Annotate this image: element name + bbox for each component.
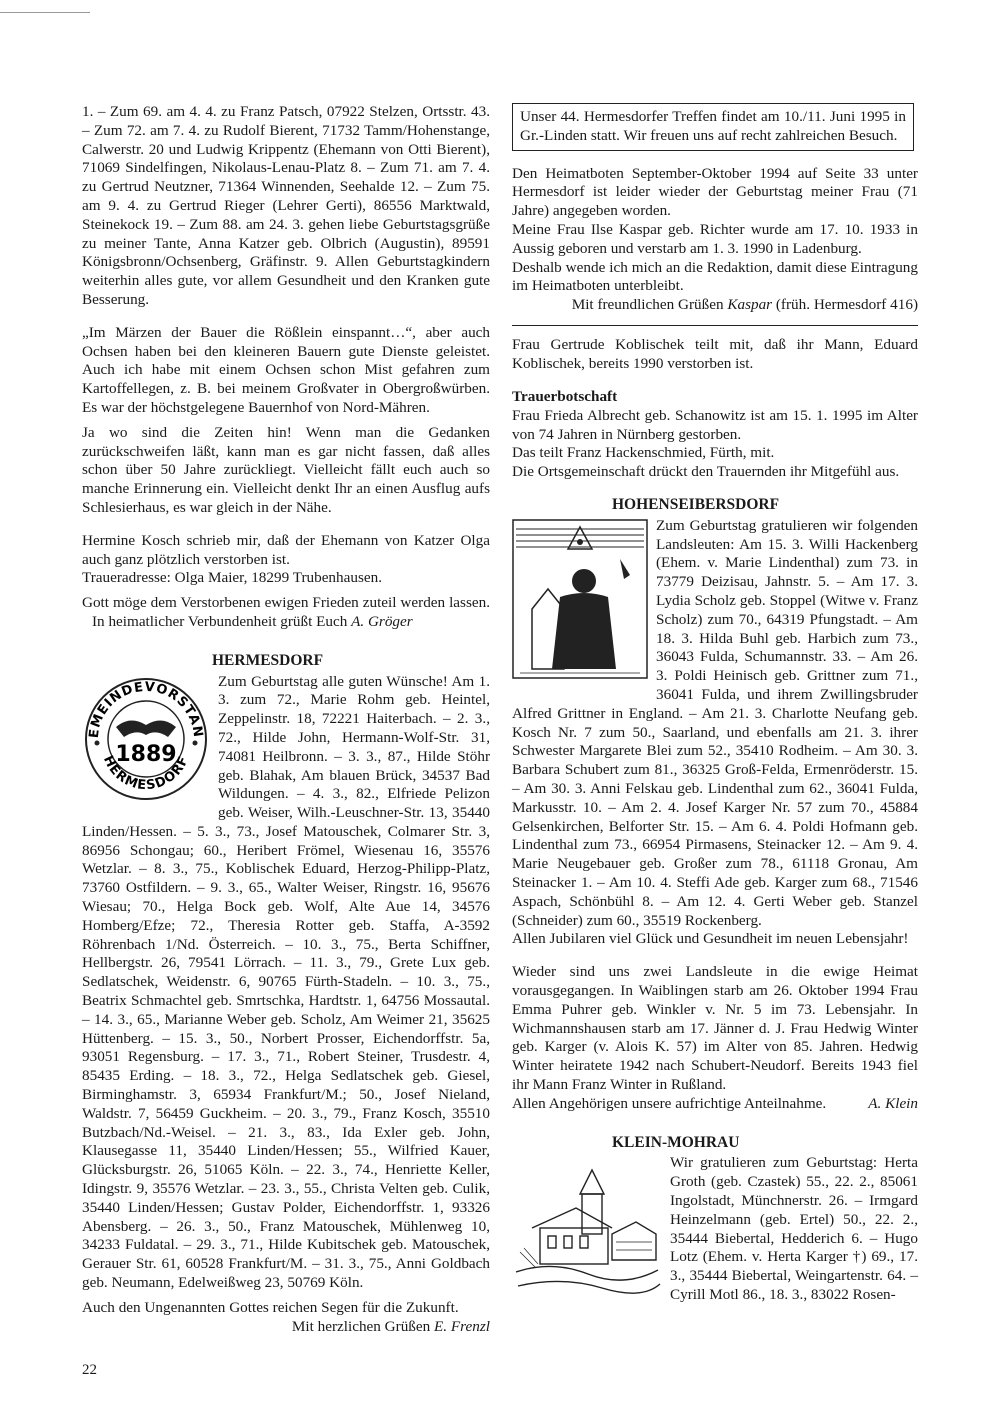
kosch-signoff: In heimatlicher Verbundenheit grüßt Euch [92,612,348,630]
hermesdorf-signature: Mit herzlichen Grüßen E. Frenzl [291,1317,490,1335]
hermesdorf-heading: HERMESDORF [212,651,324,669]
hohenseibersdorf-birthdays: Zum Geburtstag gratulieren wir folgenden Landsleuten: Am 15. 3. Willi Hackenberg (Ehem. v. Marie Lindenthal) zum 73. in 73779 Deizisau, Jahnstr. 5. – Am 17. 3. Lydia Scholz geb. Stoppel (Witwe v. Franz Scholz) zum 70., 64319 Pfungstadt. – Am 18. 3. Hilda Buhl geb. Harbich zum 73., 36043 Fulda, Schumannstr. 33. – Am 26. 3. Poldi Heinisch geb. Grittner zum 71., 36041 Fulda, und ihrem Zwillingsbruder Alfred Grittner in England. – Am 21. 3. Charlotte Neufang geb. Kosch Nr. 7 zum 50., Saarland, und ebenfalls am 21. 3. ihrer Schwester Margarete Blei zum 52., 35410 Rodheim. – Am 30. 3. Barbara Schubert zum 81., 36325 Groß-Felda, Ermenröderstr. 15. – Am 30. 3. Anni Felskau geb. Lindenthal zum 62., 36041 Fulda, Markusstr. 10. – Am 2. 4. Josef Karger Nr. 57 zum 70., 45884 Gelsenkirchen, Belforter Str. 15. – Am 6. 4. Poldi Hofmann geb. Lindenthal zum 73., 66954 Pirmasens, Steinacker 12. – Am 9. 4. Marie Neugebauer geb. Großer zum 78., 61118 Gronau, Am Steinacker 1. – Am 10. 4. Steffi Ade geb. Karger zum 68., 71546 Aspach, Schönbühl 8. – Am 12. 4. Gerti Weber geb. Stanzel (Schneider) zum 60., 35519 Rockenberg. [512,516,918,929]
obit-author: A. Klein [868,1094,918,1112]
kleinmohrau-heading: KLEIN-MOHRAU [612,1133,740,1151]
kosch-notice: Hermine Kosch schrieb mir, daß der Ehemann von Katzer Olga auch ganz plötzlich verstorben ist. [82,531,490,568]
right-column [512,103,918,1306]
hermesdorf-author: E. Frenzl [434,1317,490,1335]
obit-condolence: Allen Angehörigen unsere aufrichtige Anteilnahme. A. Klein [512,1094,918,1112]
hohenseibersdorf-heading: HOHENSEIBERSDORF [612,496,780,514]
correction-author: Kaspar [727,296,773,314]
trauer-paragraph-1: Frau Frieda Albrecht geb. Schanowitz ist am 15. 1. 1995 im Alter von 74 Jahren in Nürnberg gestorben. [512,406,918,443]
kleinmohrau-birthdays: Wir gratulieren zum Geburtstag: Herta Groth (geb. Czastek) 55., 22. 2., 85061 Ingolstadt, Münchnerstr. 26. – Irmgard Heinzelmann (geb. Ertel) 50., 22. 2., 35444 Biebertal, Hedderich 6. – Hugo Lotz (Ehem. v. Herta Karger †) 69., 17. 3., 35444 Biebertal, Weingartenstr. 64. – Cyrill Motl 86., 18. 3., 83022 Rosen- [670,1154,918,1303]
page-number: 22 [82,1362,97,1378]
church-village-illustration [512,1156,662,1304]
koblischek-notice: Frau Gertrude Koblischek teilt mit, daß ihr Mann, Eduard Koblischek, bereits 1990 verstorben ist. [512,336,918,373]
trauer-heading: Trauerbotschaft [512,388,618,406]
gemeindevorstand-seal [82,675,210,809]
obituaries: Wieder sind uns zwei Landsleute in die ewige Heimat vorausgegangen. In Waiblingen starb am 26. Oktober 1994 Frau Emma Puhrer geb. Winkler v. Nr. 5 im 73. Lebensjahr. In Wichmannshausen starb am 17. Jänner d. J. Frau Hedwig Winter geb. Karger (v. Alois K. 57) im Alter von 85. Jahren. Hedwig Winter heiratete 1942 nach Schubert-Neudorf. Bereits 1943 fiel ihr Mann Franz Winter in Rußland. [512,963,918,1093]
correction-signature: Mit freundlichen Grüßen Kaspar (früh. Hermesdorf 416) [571,296,918,314]
seal-text-top: EMEINDEVORSTAN [86,679,206,739]
mourning-address: Traueradresse: Olga Maier, 18299 Trubenhausen. [82,569,382,587]
correction-paragraph-3: Deshalb wende ich mich an die Redaktion, damit diese Eintragung im Heimatboten unterbleibt. [512,258,918,295]
seal-year: 1889 [115,741,177,767]
hohenseibersdorf-wish: Allen Jubilaren viel Glück und Gesundheit im neuen Lebensjahr! [512,930,909,948]
meeting-notice: Unser 44. Hermesdorfer Treffen findet am 10./11. Juni 1995 in Gr.-Linden statt. Wir freuen uns auf recht zahlreichen Besuch. [520,108,906,144]
trauer-paragraph-3: Die Ortsgemeinschaft drückt den Trauernden ihr Mitgefühl aus. [512,463,900,481]
birthday-list-continued: 1. – Zum 69. am 4. 4. zu Franz Patsch, 07922 Stelzen, Ortsstr. 43. – Zum 72. am 7. 4. zu Rudolf Bierent, 71732 Tamm/Hohenstange, Calwerstr. 20 und Ludwig Krippentz (Ehemann von Otti Bierent), 71069 Sindelfingen, Nikolaus-Lenau-Platz 8. – Zum 71. am 7. 4. zu Gertrud Neutzner, 71364 Winnenden, Seehalde 12. – Zum 75. am 9. 4. zu Gertrud Rieger (Lehrer Gerti), 86556 Marktwald, Steinekock 19. – Zum 88. am 24. 3. gehen liebe Geburtstagsgrüße zu meiner Tante, Anna Katzer geb. Olbrich (Augustin), 89591 Königsbronn/Ochsenberg, Gräfinstr. 9. Allen Geburtstagkindern weiterhin alles gute, vor allem Gesundheit und den Kranken gute Besserung. [82,103,490,308]
story-paragraph-2: Ja wo sind die Zeiten hin! Wenn man die Gedanken zurückschweifen läßt, kann man es gar nicht fassen, daß alles schon über 50 Jahre zurückliegt. Vielleicht fällt euch auch so manche Erinnerung ein. Vielleicht denkt Ihr an einen Ausflug aufs Schlesierhaus, es war gleich in der Nähe. [82,423,490,516]
correction-paragraph-2: Meine Frau Ilse Kaspar geb. Richter wurde am 17. 10. 1933 in Aussig geboren und verstarb am 1. 3. 1990 in Ladenburg. [512,220,918,257]
hermesdorf-birthdays: Zum Geburtstag alle guten Wünsche! Am 1. 3. zum 72., Marie Rohm geb. Heintel, Zeppelinstr. 18, 72221 Haiterbach. – 2. 3., 72., Hilde John, Hermann-Wolf-Str. 31, 74081 Heilbronn. – 3. 3., 87., Hilde Stöhr geb. Blahak, Am blauen Brück, 34537 Bad Wildungen. – 4. 3., 82., Elfriede Pelizon geb. Weiser, Wilh.-Leuschner-Str. 13, 35440 Linden/Hessen. – 5. 3., 73., Josef Matouschek, Colmarer Str. 3, 86956 Schongau; 60., Heribert Frömel, Wiesenau 16, 35576 Wetzlar. – 8. 3., 75., Koblischek Eduard, Herzog-Philipp-Platz, 73760 Ostfildern. – 9. 3., 65., Walter Weiser, Ringstr. 16, 95676 Wiesau; 70., Helga Bock geb. Wolf, Alte Aue 14, 34576 Homberg/Efze; 72., Theresia Rotter geb. Staffa, A-3592 Röhrenbach 1/Nd. Österreich. – 10. 3., 75., Berta Schiffner, Hellbergstr. 26, 79541 Lörrach. – 11. 3., 79., Grete Lux geb. Sedlatschek, Weidenstr. 6, 90765 Fürth-Stadeln. – 10. 3., 75., Beatrix Schmachtel geb. Smrtschka, Hardtstr. 1, 64756 Mossautal. – 14. 3., 65., Marianne Weber geb. Scholz, Am Weimer 21, 35625 Hüttenberg. – 15. 3., 50., Norbert Prosser, Eichendorffstr. 5a, 93051 Regensburg. – 17. 3., 71., Robert Steiner, Trusdestr. 4, 85435 Erding. – 18. 3., 72., Helga Sedlatschek geb. Giesel, Birminghamstr. 3, 65934 Frankfurt/M.; 50., Josef Nieland, Waldstr. 7, 56459 Guckheim. – 20. 3., 79., Franz Kosch, 35510 Butzbach/Nd.-Weisel. – 21. 3., 83., Ida Exler geb. John, Klausegasse 11, 35440 Linden/Hessen; 55., Wilfried Kauer, Glücksburgstr. 26, 51065 Köln. – 22. 3., 74., Henriette Keller, Idingstr. 9, 35576 Wetzlar. – 23. 3., 55., Christa Velten geb. Culik, 35440 Linden/Hessen; Gustav Polder, Eichendorffstr. 1, 93326 Abensberg. – 26. 3., 50., Franz Matouschek, Mühlenweg 10, 34233 Fuldatal. – 29. 3., 71., Hilde Kubitschek geb. Matouschek, Gerauer Str. 61, 60528 Frankfurt/M. – 31. 3., 75., Anni Goldbach geb. Neumann, Edelweißweg 23, 50769 Köln. [82,672,490,1292]
section-divider [512,325,918,327]
handshake-icon [116,720,176,737]
left-column [82,103,490,1336]
hermesdorf-blessing: Auch den Ungenannten Gottes reichen Segen für die Zukunft. [82,1298,459,1316]
kosch-wish: Gott möge dem Verstorbenen ewigen Frieden zuteil werden lassen. In heimatlicher Verbundenheit grüßt Euch A. Gröger [82,594,490,630]
meeting-notice-box [512,103,914,151]
saint-woodcut-illustration [512,519,648,685]
seal-text-bottom: HERMESDORF [99,752,192,793]
kosch-author: A. Gröger [351,612,413,630]
correction-paragraph-1: Den Heimatboten September-Oktober 1994 auf Seite 33 unter Hermesdorf ist leider wieder der Geburtstag meiner Frau (71 Jahre) angegeben worden. [512,164,918,220]
trauer-paragraph-2: Das teilt Franz Hackenschmied, Fürth, mit. [512,444,775,462]
story-paragraph-1: „Im Märzen der Bauer die Rößlein einspannt…“, aber auch Ochsen haben bei den kleineren Bauern gute Dienste geleistet. Auch ich habe mit einem Ochsen schon Mist gefahren zum Kartoffellegen, z. B. bei meinem Großvater in Obergroßwürben. Es war der höchstgelegene Bauernhof von Nord-Mähren. [82,323,490,416]
top-decorative-rule [0,12,90,13]
